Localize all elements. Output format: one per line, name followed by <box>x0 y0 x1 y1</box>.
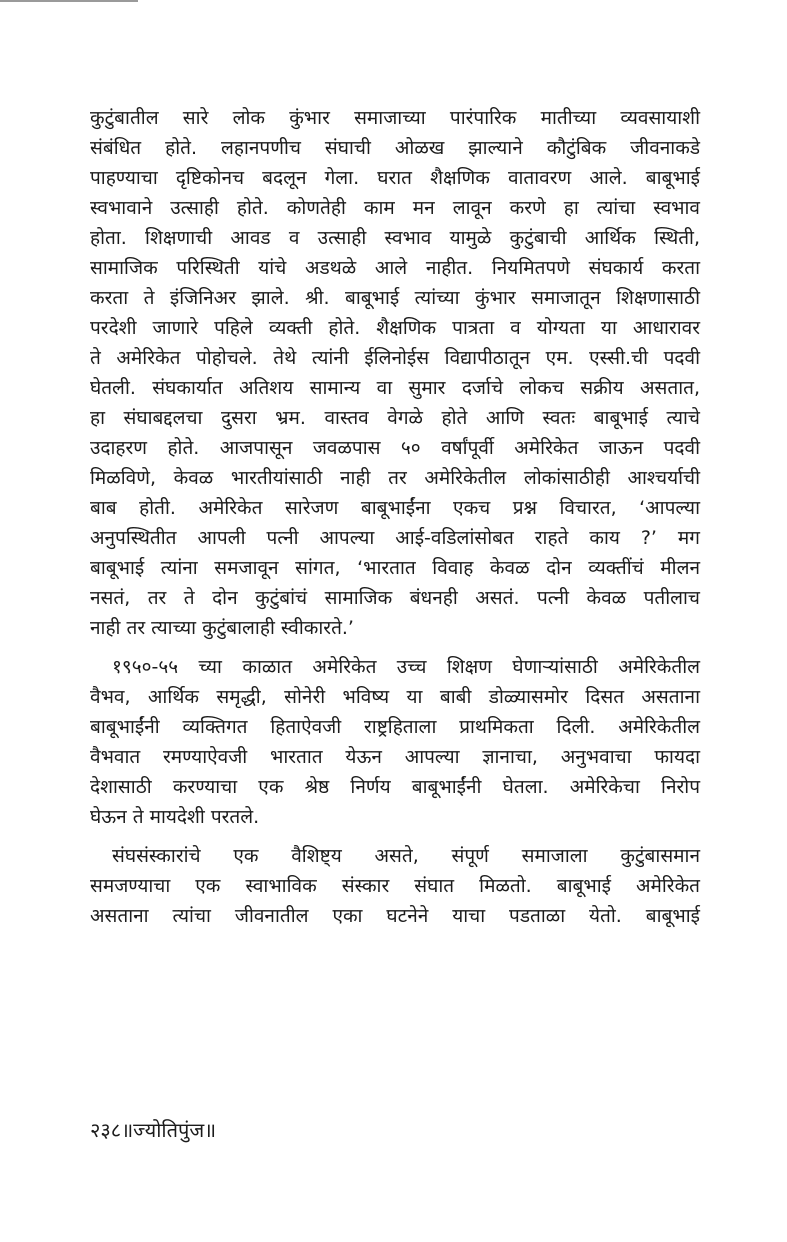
text-line: संघसंस्कारांचे एक वैशिष्ट्य असते, संपूर्ण समाजाला कुटुंबासमान <box>112 845 700 867</box>
text-line: हा संघाबद्दलचा दुसरा भ्रम. वास्तव वेगळे होते आणि स्वतः बाबूभाई त्याचे <box>90 407 700 429</box>
text-line: होता. शिक्षणाची आवड व उत्साही स्वभाव यामुळे कुटुंबाची आर्थिक स्थिती, <box>90 227 700 249</box>
text-line: नसतं, तर ते दोन कुटुंबांचं सामाजिक बंधनही असतं. पत्नी केवळ पतीलाच <box>90 587 700 609</box>
text-line: करता ते इंजिनिअर झाले. श्री. बाबूभाई त्यांच्या कुंभार समाजातून शिक्षणासाठी <box>90 287 700 309</box>
text-line: बाबूभाई त्यांना समजावून सांगत, ‘भारतात विवाह केवळ दोन व्यक्तींचं मीलन <box>90 557 700 579</box>
text-line: घेऊन ते मायदेशी परतले. <box>90 806 260 828</box>
text-line: स्वभावाने उत्साही होते. कोणतेही काम मन लावून करणे हा त्यांचा स्वभाव <box>90 197 700 219</box>
text-line: मिळविणे, केवळ भारतीयांसाठी नाही तर अमेरिकेतील लोकांसाठीही आश्चर्याची <box>90 467 700 489</box>
text-line: १९५०-५५ च्या काळात अमेरिकेत उच्च शिक्षण घेणाऱ्यांसाठी अमेरिकेतील <box>112 656 700 678</box>
text-line: कुटुंबातील सारे लोक कुंभार समाजाच्या पारंपारिक मातीच्या व्यवसायाशी <box>90 107 700 129</box>
page-number: २३८ <box>90 1118 122 1142</box>
paragraph-1 <box>90 103 700 643</box>
text-line: बाब होती. अमेरिकेत सारेजण बाबूभाईंना एकच प्रश्न विचारत, ‘आपल्या <box>90 497 700 519</box>
text-line: वैभवात रमण्याऐवजी भारतात येऊन आपल्या ज्ञानाचा, अनुभवाचा फायदा <box>90 746 700 768</box>
text-line: बाबूभाईंनी व्यक्तिगत हिताऐवजी राष्ट्रहिताला प्राथमिकता दिली. अमेरिकेतील <box>90 716 700 738</box>
text-line: परदेशी जाणारे पहिले व्यक्ती होते. शैक्षणिक पात्रता व योग्यता या आधारावर <box>90 317 700 339</box>
page-body <box>90 103 700 940</box>
text-line: समजण्याचा एक स्वाभाविक संस्कार संघात मिळतो. बाबूभाई अमेरिकेत <box>90 875 700 897</box>
top-rule <box>0 0 138 2</box>
text-line: वैभव, आर्थिक समृद्धी, सोनेरी भविष्य या बाबी डोळ्यासमोर दिसत असताना <box>90 686 700 708</box>
paragraph-2 <box>90 652 700 832</box>
text-line: देशासाठी करण्याचा एक श्रेष्ठ निर्णय बाबूभाईंनी घेतला. अमेरिकेचा निरोप <box>90 776 700 798</box>
text-line: सामाजिक परिस्थिती यांचे अडथळे आले नाहीत. नियमितपणे संघकार्य करता <box>90 257 700 279</box>
paragraph-3 <box>90 841 700 931</box>
text-line: घेतली. संघकार्यात अतिशय सामान्य वा सुमार दर्जाचे लोकच सक्रीय असतात, <box>90 377 700 399</box>
text-line: असताना त्यांचा जीवनातील एका घटनेने याचा पडताळा येतो. बाबूभाई <box>90 905 700 927</box>
page-footer <box>90 1117 216 1143</box>
text-line: ते अमेरिकेत पोहोचले. तेथे त्यांनी ईलिनोईस विद्यापीठातून एम. एस्सी.ची पदवी <box>90 347 700 369</box>
text-line: उदाहरण होते. आजपासून जवळपास ५० वर्षांपूर्वी अमेरिकेत जाऊन पदवी <box>90 437 700 459</box>
text-line: अनुपस्थितीत आपली पत्नी आपल्या आई-वडिलांसोबत राहते काय ?’ मग <box>90 527 700 549</box>
text-line: नाही तर त्याच्या कुटुंबालाही स्वीकारते.’ <box>90 617 354 639</box>
text-line: संबंधित होते. लहानपणीच संघाची ओळख झाल्याने कौटुंबिक जीवनाकडे <box>90 137 700 159</box>
text-line: पाहण्याचा दृष्टिकोनच बदलून गेला. घरात शैक्षणिक वातावरण आले. बाबूभाई <box>90 167 700 189</box>
book-title: ॥ज्योतिपुंज॥ <box>121 1118 217 1142</box>
